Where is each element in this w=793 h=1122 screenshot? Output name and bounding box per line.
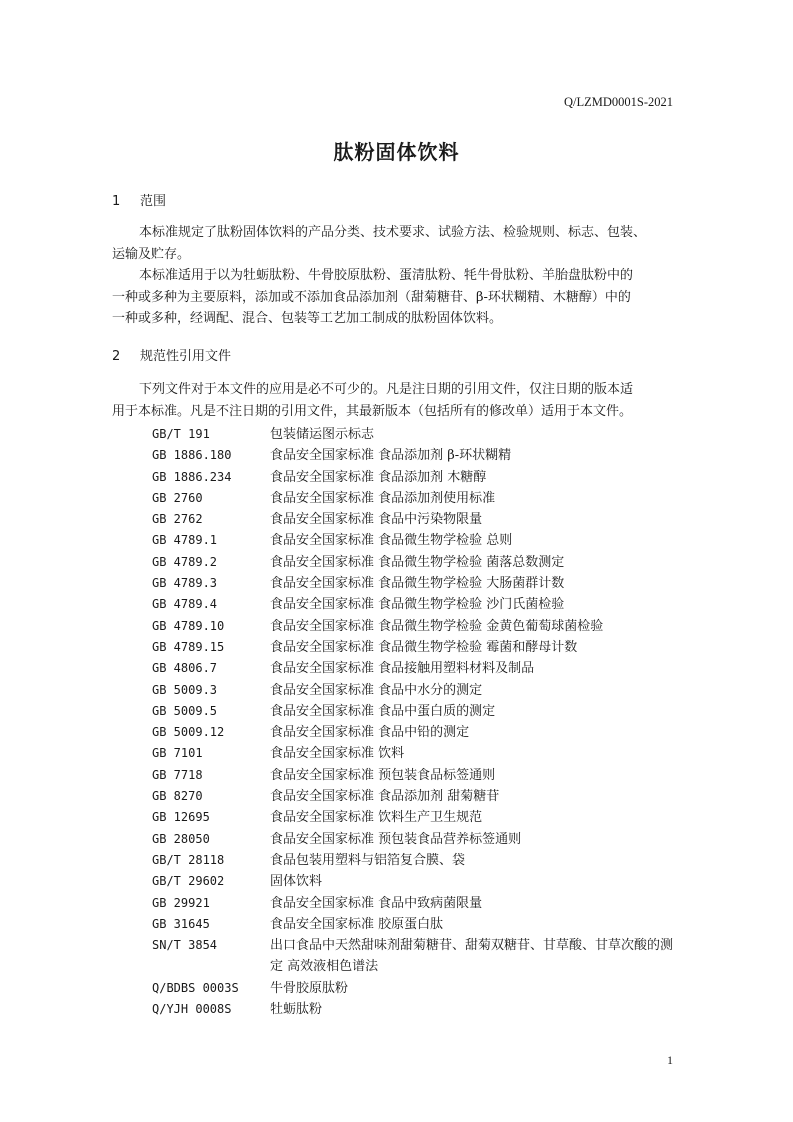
reference-title: 食品安全国家标准 食品微生物学检验 霉菌和酵母计数 xyxy=(270,639,578,655)
scope-p2-line-3: 一种或多种，经调配、混合、包装等工艺加工制成的肽粉固体饮料。 xyxy=(112,311,503,326)
reference-code: GB 4789.10 xyxy=(152,618,225,633)
refs-intro-line-2: 用于本标准。凡是不注日期的引用文件，其最新版本（包括所有的修改单）适用于本文件。 xyxy=(112,403,633,419)
reference-title: 食品安全国家标准 食品中致病菌限量 xyxy=(270,895,483,911)
reference-code: GB 4789.1 xyxy=(152,533,218,548)
reference-code: Q/YJH 0008S xyxy=(152,1002,232,1017)
reference-code: GB 7718 xyxy=(152,767,203,782)
reference-item xyxy=(152,850,682,871)
reference-title: 固体饮料 xyxy=(270,874,323,890)
section-1-number: 1 xyxy=(112,194,121,209)
reference-code: GB 4806.7 xyxy=(152,661,218,676)
reference-item xyxy=(152,616,682,637)
reference-code: GB/T 191 xyxy=(152,427,210,441)
reference-item xyxy=(152,999,682,1020)
scope-p1-line-2: 运输及贮存。 xyxy=(112,246,191,262)
reference-item xyxy=(152,637,682,658)
reference-title: 食品安全国家标准 饮料生产卫生规范 xyxy=(270,810,483,826)
reference-code: GB 4789.3 xyxy=(152,576,218,591)
section-1-title: 范围 xyxy=(140,194,167,209)
reference-item xyxy=(152,701,682,722)
reference-item xyxy=(152,978,682,999)
section-2-title: 规范性引用文件 xyxy=(140,349,232,364)
reference-title: 食品安全国家标准 食品添加剂 β-环状糊精 xyxy=(270,448,512,464)
reference-item xyxy=(152,786,682,807)
reference-title: 食品安全国家标准 食品微生物学检验 沙门氏菌检验 xyxy=(270,597,565,613)
refs-intro-line-1: 下列文件对于本文件的应用是必不可少的。凡是注日期的引用文件，仅注日期的版本适 xyxy=(139,382,634,397)
reference-code: GB 12695 xyxy=(152,810,210,825)
reference-item xyxy=(152,488,682,509)
reference-title: 出口食品中天然甜味剂甜菊糖苷、甜菊双糖苷、甘草酸、甘草次酸的测定 高效液相色谱法 xyxy=(270,938,674,975)
reference-item xyxy=(152,594,682,615)
reference-item xyxy=(152,765,682,786)
section-1-heading xyxy=(112,190,166,209)
scope-paragraph-2 xyxy=(112,265,674,330)
reference-title: 食品安全国家标准 食品添加剂 木糖醇 xyxy=(270,469,487,485)
reference-title: 牛骨胶原肽粉 xyxy=(270,980,349,996)
reference-title: 包装储运图示标志 xyxy=(270,427,375,442)
reference-title: 食品安全国家标准 食品中污染物限量 xyxy=(270,512,483,528)
reference-code: GB 1886.234 xyxy=(152,469,232,484)
scope-p1-line-1: 本标准规定了肽粉固体饮料的产品分类、技术要求、试验方法、检验规则、标志、包装、 xyxy=(139,225,647,240)
reference-item xyxy=(152,935,682,978)
normative-references-paragraph xyxy=(112,379,674,422)
reference-item xyxy=(152,530,682,551)
reference-title: 食品安全国家标准 食品中铅的测定 xyxy=(270,725,470,741)
reference-code: GB 28050 xyxy=(152,831,210,846)
reference-item xyxy=(152,467,682,488)
reference-item xyxy=(152,509,682,530)
reference-code: Q/BDBS 0003S xyxy=(152,980,239,995)
reference-title: 食品安全国家标准 食品微生物学检验 大肠菌群计数 xyxy=(270,576,565,592)
reference-title: 食品安全国家标准 食品中水分的测定 xyxy=(270,682,483,698)
reference-code: GB 5009.3 xyxy=(152,682,218,697)
reference-title: 食品安全国家标准 食品微生物学检验 金黄色葡萄球菌检验 xyxy=(270,618,604,634)
section-2-number: 2 xyxy=(112,349,121,364)
reference-code: GB 8270 xyxy=(152,789,203,804)
reference-title: 食品安全国家标准 食品添加剂 甜菊糖苷 xyxy=(270,789,500,805)
reference-code: GB 4789.15 xyxy=(152,639,225,654)
reference-item xyxy=(152,871,682,892)
reference-title: 食品安全国家标准 食品中蛋白质的测定 xyxy=(270,703,496,719)
reference-title: 食品安全国家标准 预包装食品标签通则 xyxy=(270,767,496,783)
reference-code: GB 5009.5 xyxy=(152,703,218,718)
reference-code: GB/T 29602 xyxy=(152,874,225,889)
reference-item xyxy=(152,829,682,850)
reference-code: GB 2760 xyxy=(152,490,203,505)
reference-code: SN/T 3854 xyxy=(152,938,218,953)
page-number: 1 xyxy=(667,1053,673,1067)
reference-item xyxy=(152,424,682,445)
reference-code: GB 31645 xyxy=(152,916,210,931)
section-2-heading xyxy=(112,345,231,364)
document-title: 肽粉固体饮料 xyxy=(333,140,460,164)
reference-title: 食品安全国家标准 预包装食品营养标签通则 xyxy=(270,831,522,847)
scope-p2-line-2: 一种或多种为主要原料，添加或不添加食品添加剂（甜菊糖苷、β-环状糊精、木糖醇）中的 xyxy=(112,289,631,305)
reference-title: 食品安全国家标准 食品微生物学检验 菌落总数测定 xyxy=(270,554,565,570)
reference-code: GB/T 28118 xyxy=(152,852,225,867)
reference-title: 食品包装用塑料与铝箔复合膜、袋 xyxy=(270,852,466,868)
reference-item xyxy=(152,573,682,594)
reference-title: 食品安全国家标准 胶原蛋白肽 xyxy=(270,916,444,932)
scope-p2-line-1: 本标准适用于以为牡蛎肽粉、牛骨胶原肽粉、蛋清肽粉、牦牛骨肽粉、羊胎盘肽粉中的 xyxy=(139,268,634,283)
reference-code: GB 4789.4 xyxy=(152,597,218,612)
reference-code: GB 5009.12 xyxy=(152,725,225,740)
reference-item xyxy=(152,552,682,573)
reference-title: 食品安全国家标准 食品添加剂使用标准 xyxy=(270,490,496,506)
scope-paragraph-1 xyxy=(112,222,674,265)
reference-item xyxy=(152,722,682,743)
reference-item xyxy=(152,445,682,466)
reference-title: 食品安全国家标准 食品微生物学检验 总则 xyxy=(270,533,513,549)
reference-item xyxy=(152,658,682,679)
reference-code: GB 7101 xyxy=(152,746,203,761)
reference-code: GB 4789.2 xyxy=(152,554,218,569)
document-code: Q/LZMD0001S-2021 xyxy=(563,95,673,109)
reference-title: 食品安全国家标准 饮料 xyxy=(270,746,405,762)
reference-title: 食品安全国家标准 食品接触用塑料材料及制品 xyxy=(270,661,535,677)
reference-code: GB 2762 xyxy=(152,512,203,527)
reference-item xyxy=(152,914,682,935)
reference-item xyxy=(152,680,682,701)
reference-item xyxy=(152,807,682,828)
reference-item xyxy=(152,893,682,914)
reference-list xyxy=(152,424,682,1020)
reference-title: 牡蛎肽粉 xyxy=(270,1002,323,1018)
reference-code: GB 29921 xyxy=(152,895,210,910)
reference-code: GB 1886.180 xyxy=(152,448,232,463)
reference-item xyxy=(152,743,682,764)
